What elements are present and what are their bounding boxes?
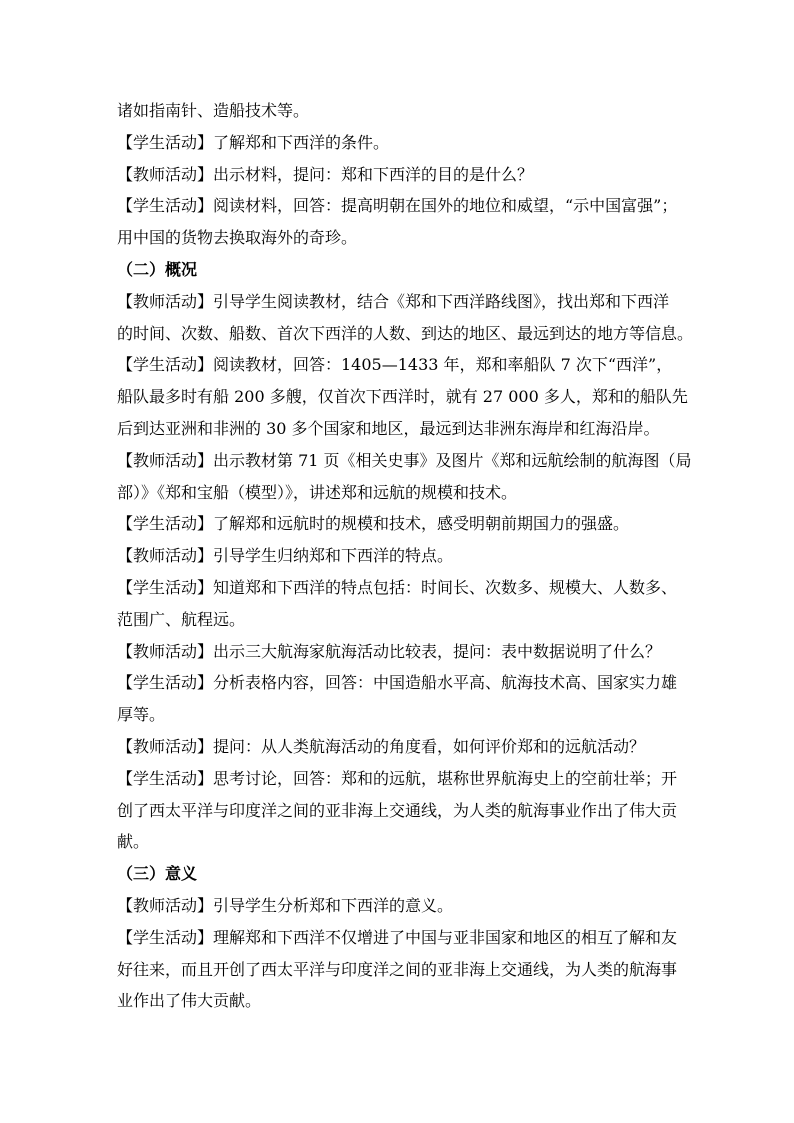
text-line: 献。 bbox=[117, 832, 150, 852]
text-line: 【教师活动】出示三大航海家航海活动比较表，提问：表中数据说明了什么？ bbox=[117, 641, 662, 661]
text-line: 【教师活动】引导学生归纳郑和下西洋的特点。 bbox=[117, 546, 454, 566]
text-line: 【学生活动】知道郑和下西洋的特点包括：时间长、次数多、规模大、人数多、 bbox=[117, 578, 678, 597]
text-line: 用中国的货物去换取海外的奇珍。 bbox=[117, 228, 358, 248]
text-line: 业作出了伟大贡献。 bbox=[117, 991, 262, 1011]
text-line: 【学生活动】理解郑和下西洋不仅增进了中国与亚非国家和地区的相互了解和友 bbox=[117, 927, 678, 947]
text-line: 【教师活动】出示教材第 71 页《相关史事》及图片《郑和远航绘制的航海图（局 bbox=[117, 450, 692, 470]
text-line: 【学生活动】了解郑和远航时的规模和技术，感受明朝前期国力的强盛。 bbox=[117, 514, 630, 534]
text-line: 【教师活动】引导学生阅读教材，结合《郑和下西洋路线图》，找出郑和下西洋 bbox=[117, 291, 670, 311]
text-line: 创了西太平洋与印度洋之间的亚非海上交通线，为人类的航海事业作出了伟大贡 bbox=[117, 800, 678, 820]
text-line: 的时间、次数、船数、首次下西洋的人数、到达的地区、最远到达的地方等信息。 bbox=[117, 323, 694, 343]
text-line: 【教师活动】出示材料，提问：郑和下西洋的目的是什么？ bbox=[117, 164, 534, 184]
text-line: 部）》《郑和宝船（模型）》，讲述郑和远航的规模和技术。 bbox=[117, 482, 518, 502]
text-line: 范围广、航程远。 bbox=[117, 609, 246, 629]
text-line: 【教师活动】引导学生分析郑和下西洋的意义。 bbox=[117, 896, 454, 915]
text-line: 后到达亚洲和非洲的 30 多个国家和地区，最远到达非洲东海岸和红海沿岸。 bbox=[117, 419, 660, 438]
text-line: 【学生活动】阅读教材，回答：1405—1433 年，郑和率船队 7 次下“西洋”， bbox=[117, 355, 673, 375]
text-line: 【教师活动】提问：从人类航海活动的角度看，如何评价郑和的远航活动？ bbox=[117, 737, 646, 756]
text-line: 【学生活动】了解郑和下西洋的条件。 bbox=[117, 132, 390, 152]
section-heading: （二）概况 bbox=[117, 260, 198, 279]
text-line: 船队最多时有船 200 多艘，仅首次下西洋时，就有 27 000 多人，郑和的船队先 bbox=[117, 387, 688, 407]
text-line: 【学生活动】阅读材料，回答：提高明朝在国外的地位和威望，“示中国富强”； bbox=[117, 196, 678, 216]
text-line: 【学生活动】思考讨论，回答：郑和的远航，堪称世界航海史上的空前壮举；开 bbox=[117, 768, 678, 788]
text-line: 厚等。 bbox=[117, 705, 166, 725]
text-line: 诸如指南针、造船技术等。 bbox=[117, 101, 310, 120]
text-line: 好往来，而且开创了西太平洋与印度洋之间的亚非海上交通线，为人类的航海事 bbox=[117, 959, 678, 979]
text-line: 【学生活动】分析表格内容，回答：中国造船水平高、航海技术高、国家实力雄 bbox=[117, 673, 678, 693]
section-heading: （三）意义 bbox=[117, 864, 198, 884]
